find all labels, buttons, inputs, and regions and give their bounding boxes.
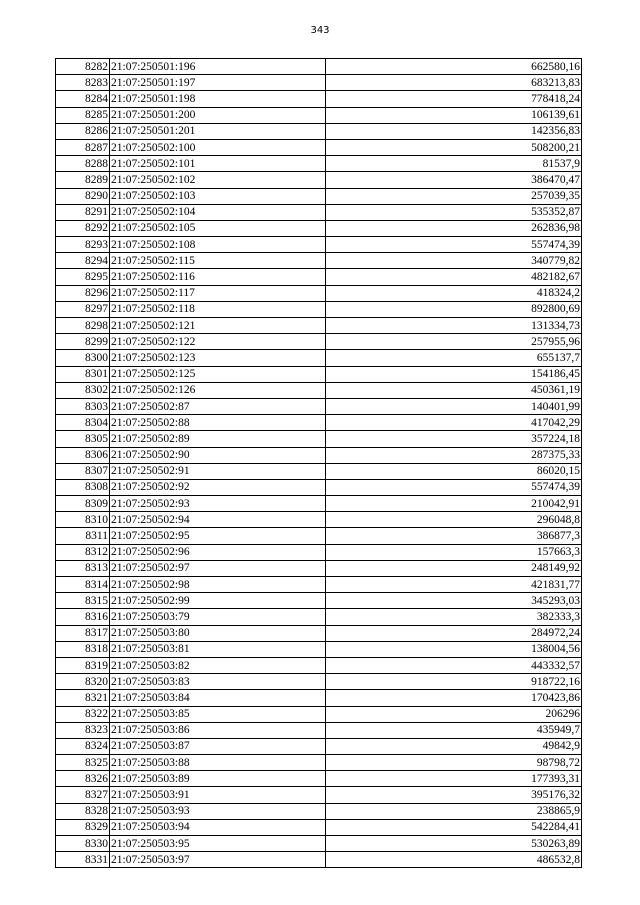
- cadastral-number-cell: 21:07:250502:87: [110, 398, 326, 414]
- value-cell: 486532,8: [326, 852, 582, 868]
- table-row: [56, 479, 582, 495]
- value-cell: 296048,8: [326, 512, 582, 528]
- table-row: [56, 220, 582, 236]
- row-number-cell: 8290: [56, 188, 110, 204]
- table-row: [56, 625, 582, 641]
- table-row: [56, 285, 582, 301]
- row-number-cell: 8307: [56, 463, 110, 479]
- row-number-cell: 8297: [56, 301, 110, 317]
- table-row: [56, 544, 582, 560]
- cadastral-number-cell: 21:07:250502:121: [110, 318, 326, 334]
- value-cell: 435949,7: [326, 722, 582, 738]
- row-number-cell: 8292: [56, 220, 110, 236]
- row-number-cell: 8323: [56, 722, 110, 738]
- table-row: [56, 771, 582, 787]
- table-row: [56, 657, 582, 673]
- row-number-cell: 8283: [56, 75, 110, 91]
- cadastral-number-cell: 21:07:250503:88: [110, 755, 326, 771]
- value-cell: 49842,9: [326, 738, 582, 754]
- cadastral-number-cell: 21:07:250503:81: [110, 641, 326, 657]
- cadastral-number-cell: 21:07:250501:198: [110, 91, 326, 107]
- table-row: [56, 803, 582, 819]
- row-number-cell: 8289: [56, 172, 110, 188]
- value-cell: 357224,18: [326, 431, 582, 447]
- row-number-cell: 8291: [56, 204, 110, 220]
- table-row: [56, 269, 582, 285]
- table-row: [56, 382, 582, 398]
- value-cell: 142356,83: [326, 123, 582, 139]
- cadastral-number-cell: 21:07:250502:125: [110, 366, 326, 382]
- value-cell: 778418,24: [326, 91, 582, 107]
- value-cell: 683213,83: [326, 75, 582, 91]
- cadastral-number-cell: 21:07:250502:91: [110, 463, 326, 479]
- cadastral-number-cell: 21:07:250501:201: [110, 123, 326, 139]
- value-cell: 530263,89: [326, 836, 582, 852]
- row-number-cell: 8295: [56, 269, 110, 285]
- cadastral-number-cell: 21:07:250502:117: [110, 285, 326, 301]
- table-row: [56, 593, 582, 609]
- table-row: [56, 641, 582, 657]
- row-number-cell: 8320: [56, 674, 110, 690]
- cadastral-number-cell: 21:07:250503:80: [110, 625, 326, 641]
- cadastral-number-cell: 21:07:250503:79: [110, 609, 326, 625]
- value-cell: 340779,82: [326, 253, 582, 269]
- row-number-cell: 8299: [56, 334, 110, 350]
- table-row: [56, 253, 582, 269]
- table-row: [56, 188, 582, 204]
- cadastral-number-cell: 21:07:250503:95: [110, 836, 326, 852]
- value-cell: 418324,2: [326, 285, 582, 301]
- row-number-cell: 8329: [56, 819, 110, 835]
- row-number-cell: 8324: [56, 738, 110, 754]
- cadastral-number-cell: 21:07:250503:82: [110, 657, 326, 673]
- row-number-cell: 8284: [56, 91, 110, 107]
- value-cell: 918722,16: [326, 674, 582, 690]
- row-number-cell: 8309: [56, 496, 110, 512]
- table-row: [56, 577, 582, 593]
- row-number-cell: 8304: [56, 415, 110, 431]
- row-number-cell: 8315: [56, 593, 110, 609]
- table-row: [56, 301, 582, 317]
- page-number: 343: [310, 25, 330, 36]
- table-row: [56, 690, 582, 706]
- row-number-cell: 8326: [56, 771, 110, 787]
- table-row: [56, 787, 582, 803]
- table-row: [56, 237, 582, 253]
- cadastral-number-cell: 21:07:250503:84: [110, 690, 326, 706]
- cadastral-number-cell: 21:07:250502:122: [110, 334, 326, 350]
- cadastral-number-cell: 21:07:250503:87: [110, 738, 326, 754]
- value-cell: 386470,47: [326, 172, 582, 188]
- table-row: [56, 819, 582, 835]
- value-cell: 535352,87: [326, 204, 582, 220]
- value-cell: 382333,3: [326, 609, 582, 625]
- cadastral-number-cell: 21:07:250503:83: [110, 674, 326, 690]
- row-number-cell: 8310: [56, 512, 110, 528]
- cadastral-number-cell: 21:07:250502:100: [110, 139, 326, 155]
- row-number-cell: 8286: [56, 123, 110, 139]
- value-cell: 98798,72: [326, 755, 582, 771]
- row-number-cell: 8325: [56, 755, 110, 771]
- value-cell: 482182,67: [326, 269, 582, 285]
- cadastral-number-cell: 21:07:250502:98: [110, 577, 326, 593]
- table-row: [56, 609, 582, 625]
- cadastral-number-cell: 21:07:250502:95: [110, 528, 326, 544]
- table-row: [56, 204, 582, 220]
- row-number-cell: 8293: [56, 237, 110, 253]
- row-number-cell: 8303: [56, 398, 110, 414]
- value-cell: 131334,73: [326, 318, 582, 334]
- cadastral-number-cell: 21:07:250502:115: [110, 253, 326, 269]
- row-number-cell: 8322: [56, 706, 110, 722]
- cadastral-number-cell: 21:07:250502:116: [110, 269, 326, 285]
- row-number-cell: 8301: [56, 366, 110, 382]
- value-cell: 557474,39: [326, 237, 582, 253]
- row-number-cell: 8288: [56, 156, 110, 172]
- row-number-cell: 8294: [56, 253, 110, 269]
- value-cell: 248149,92: [326, 560, 582, 576]
- table-row: [56, 366, 582, 382]
- cadastral-number-cell: 21:07:250503:94: [110, 819, 326, 835]
- cadastral-number-cell: 21:07:250502:89: [110, 431, 326, 447]
- row-number-cell: 8328: [56, 803, 110, 819]
- row-number-cell: 8319: [56, 657, 110, 673]
- cadastral-number-cell: 21:07:250502:104: [110, 204, 326, 220]
- table-row: [56, 318, 582, 334]
- row-number-cell: 8282: [56, 59, 110, 75]
- value-cell: 450361,19: [326, 382, 582, 398]
- value-cell: 542284,41: [326, 819, 582, 835]
- value-cell: 557474,39: [326, 479, 582, 495]
- row-number-cell: 8308: [56, 479, 110, 495]
- table-row: [56, 463, 582, 479]
- table-row: [56, 674, 582, 690]
- value-cell: 81537,9: [326, 156, 582, 172]
- value-cell: 86020,15: [326, 463, 582, 479]
- cadastral-number-cell: 21:07:250502:126: [110, 382, 326, 398]
- value-cell: 210042,91: [326, 496, 582, 512]
- table-row: [56, 350, 582, 366]
- cadastral-number-cell: 21:07:250503:85: [110, 706, 326, 722]
- table-row: [56, 139, 582, 155]
- row-number-cell: 8300: [56, 350, 110, 366]
- value-cell: 157663,3: [326, 544, 582, 560]
- cadastral-number-cell: 21:07:250502:103: [110, 188, 326, 204]
- value-cell: 257955,96: [326, 334, 582, 350]
- table-row: [56, 431, 582, 447]
- value-cell: 262836,98: [326, 220, 582, 236]
- value-cell: 257039,35: [326, 188, 582, 204]
- value-cell: 892800,69: [326, 301, 582, 317]
- table-row: [56, 91, 582, 107]
- table-row: [56, 172, 582, 188]
- value-cell: 287375,33: [326, 447, 582, 463]
- cadastral-number-cell: 21:07:250502:101: [110, 156, 326, 172]
- table-row: [56, 334, 582, 350]
- table-row: [56, 415, 582, 431]
- value-cell: 443332,57: [326, 657, 582, 673]
- row-number-cell: 8331: [56, 852, 110, 868]
- value-cell: 655137,7: [326, 350, 582, 366]
- value-cell: 138004,56: [326, 641, 582, 657]
- row-number-cell: 8312: [56, 544, 110, 560]
- value-cell: 508200,21: [326, 139, 582, 155]
- value-cell: 662580,16: [326, 59, 582, 75]
- table-row: [56, 852, 582, 868]
- cadastral-number-cell: 21:07:250502:123: [110, 350, 326, 366]
- cadastral-number-cell: 21:07:250502:97: [110, 560, 326, 576]
- row-number-cell: 8327: [56, 787, 110, 803]
- row-number-cell: 8314: [56, 577, 110, 593]
- cadastral-number-cell: 21:07:250502:102: [110, 172, 326, 188]
- value-cell: 140401,99: [326, 398, 582, 414]
- cadastral-number-cell: 21:07:250502:90: [110, 447, 326, 463]
- row-number-cell: 8302: [56, 382, 110, 398]
- cadastral-number-cell: 21:07:250502:108: [110, 237, 326, 253]
- row-number-cell: 8316: [56, 609, 110, 625]
- table-row: [56, 528, 582, 544]
- value-cell: 154186,45: [326, 366, 582, 382]
- cadastral-number-cell: 21:07:250502:105: [110, 220, 326, 236]
- value-cell: 417042,29: [326, 415, 582, 431]
- cadastral-number-cell: 21:07:250502:118: [110, 301, 326, 317]
- row-number-cell: 8330: [56, 836, 110, 852]
- cadastral-number-cell: 21:07:250503:86: [110, 722, 326, 738]
- row-number-cell: 8317: [56, 625, 110, 641]
- table-row: [56, 738, 582, 754]
- value-cell: 421831,77: [326, 577, 582, 593]
- table-row: [56, 755, 582, 771]
- value-cell: 345293,03: [326, 593, 582, 609]
- table-row: [56, 156, 582, 172]
- cadastral-number-cell: 21:07:250502:94: [110, 512, 326, 528]
- row-number-cell: 8313: [56, 560, 110, 576]
- table-row: [56, 496, 582, 512]
- cadastral-number-cell: 21:07:250503:93: [110, 803, 326, 819]
- cadastral-number-cell: 21:07:250501:197: [110, 75, 326, 91]
- cadastral-number-cell: 21:07:250501:196: [110, 59, 326, 75]
- cadastral-number-cell: 21:07:250503:97: [110, 852, 326, 868]
- value-cell: 238865,9: [326, 803, 582, 819]
- cadastral-number-cell: 21:07:250502:96: [110, 544, 326, 560]
- row-number-cell: 8287: [56, 139, 110, 155]
- table-row: [56, 123, 582, 139]
- table-row: [56, 447, 582, 463]
- row-number-cell: 8305: [56, 431, 110, 447]
- cadastral-number-cell: 21:07:250501:200: [110, 107, 326, 123]
- cadastral-number-cell: 21:07:250503:91: [110, 787, 326, 803]
- row-number-cell: 8285: [56, 107, 110, 123]
- cadastral-number-cell: 21:07:250502:92: [110, 479, 326, 495]
- cadastral-number-cell: 21:07:250503:89: [110, 771, 326, 787]
- value-cell: 284972,24: [326, 625, 582, 641]
- row-number-cell: 8318: [56, 641, 110, 657]
- table-row: [56, 706, 582, 722]
- cadastral-number-cell: 21:07:250502:99: [110, 593, 326, 609]
- row-number-cell: 8311: [56, 528, 110, 544]
- value-cell: 106139,61: [326, 107, 582, 123]
- table-row: [56, 75, 582, 91]
- value-cell: 206296: [326, 706, 582, 722]
- table-row: [56, 59, 582, 75]
- value-cell: 395176,32: [326, 787, 582, 803]
- cadastral-number-cell: 21:07:250502:93: [110, 496, 326, 512]
- table-row: [56, 512, 582, 528]
- row-number-cell: 8296: [56, 285, 110, 301]
- cadastral-value-table: [55, 58, 582, 868]
- value-cell: 170423,86: [326, 690, 582, 706]
- table-row: [56, 398, 582, 414]
- table-body: [56, 59, 582, 868]
- table-row: [56, 560, 582, 576]
- row-number-cell: 8298: [56, 318, 110, 334]
- row-number-cell: 8306: [56, 447, 110, 463]
- value-cell: 386877,3: [326, 528, 582, 544]
- table-row: [56, 836, 582, 852]
- cadastral-number-cell: 21:07:250502:88: [110, 415, 326, 431]
- table-row: [56, 107, 582, 123]
- row-number-cell: 8321: [56, 690, 110, 706]
- value-cell: 177393,31: [326, 771, 582, 787]
- table-row: [56, 722, 582, 738]
